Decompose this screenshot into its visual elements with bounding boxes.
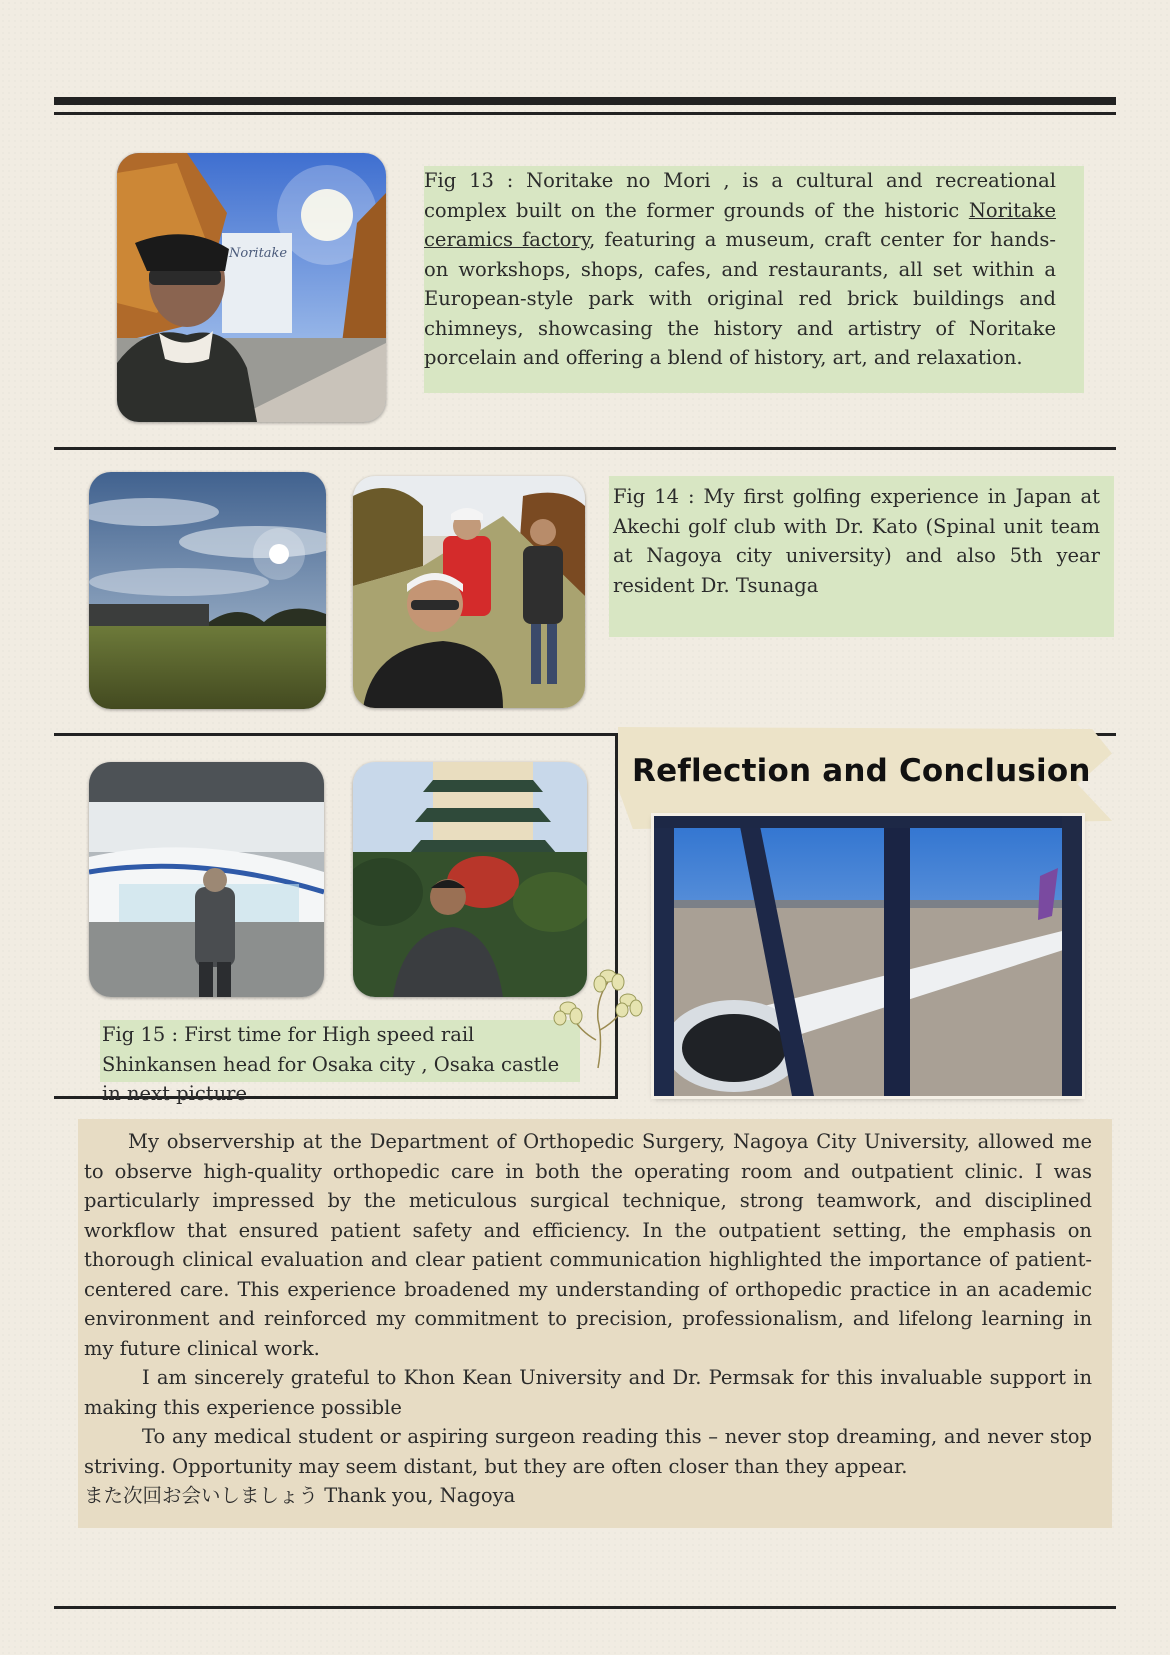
fig15-photo-shinkansen xyxy=(89,762,324,997)
fig13-caption-text-end: , featuring a museum, craft center for hands-on workshops, shops, cafes, and restaurants, all set within a European-style park with original red brick buildings and chimneys, showcasing the history and artistry of Noritake porcelain and offering a blend of history, art, and relaxation. xyxy=(424,228,1056,369)
fig14-caption xyxy=(609,476,1114,637)
fig15-caption-text: Fig 15 : First time for High speed rail Shinkansen head for Osaka city , Osaka castle in next picture xyxy=(102,1023,560,1105)
bottom-rule xyxy=(54,1606,1116,1609)
top-rule-thin xyxy=(54,112,1116,115)
section-title: Reflection and Conclusion xyxy=(632,753,1091,789)
fig15-caption xyxy=(100,1020,580,1105)
section-rule-1 xyxy=(54,447,1116,450)
conclusion-paragraph-3: To any medical student or aspiring surgeon reading this – never stop dreaming, and never stop striving. Opportunity may seem distant, but they are often closer than they appear. xyxy=(84,1425,1092,1478)
fig14-caption-text: Fig 14 : My first golfing experience in Japan at Akechi golf club with Dr. Kato (Spinal unit team at Nagoya city university) and also 5th year resident Dr. Tsunaga xyxy=(613,485,1100,597)
fig14-photo-course xyxy=(89,472,326,709)
flower-sketch-icon xyxy=(548,960,648,1070)
fig14-photo-golfers xyxy=(353,476,585,708)
fig13-photo xyxy=(117,153,386,422)
fig13-caption xyxy=(424,166,1084,393)
noritake-sign-text: Noritake xyxy=(229,246,288,261)
fig13-caption-text-start: Fig 13 : Noritake no Mori , is a cultural and recreational complex built on the former grounds of the historic xyxy=(424,169,1056,222)
airplane-window-photo xyxy=(654,816,1082,1096)
closing-line: また次回お会いしましょう Thank you, Nagoya xyxy=(84,1484,516,1507)
conclusion-paragraph-2: I am sincerely grateful to Khon Kean University and Dr. Permsak for this invaluable support in making this experience possible xyxy=(84,1366,1092,1419)
top-rule-thick xyxy=(54,97,1116,105)
conclusion-box xyxy=(78,1119,1112,1528)
noritake-factory-link[interactable]: Noritake ceramics factory xyxy=(424,198,1056,251)
conclusion-paragraph-1: My observership at the Department of Orthopedic Surgery, Nagoya City University, allowed me to observe high-quality orthopedic care in both the operating room and outpatient clinic. I was particularly impressed by the meticulous surgical technique, strong teamwork, and disciplined workflow that ensured patient safety and efficiency. In the outpatient setting, the emphasis on thorough clinical evaluation and clear patient communication highlighted the importance of patient-centered care. This experience broadened my understanding of orthopedic practice in an academic environment and reinforced my commitment to precision, professionalism, and lifelong learning in my future clinical work. xyxy=(84,1130,1092,1360)
